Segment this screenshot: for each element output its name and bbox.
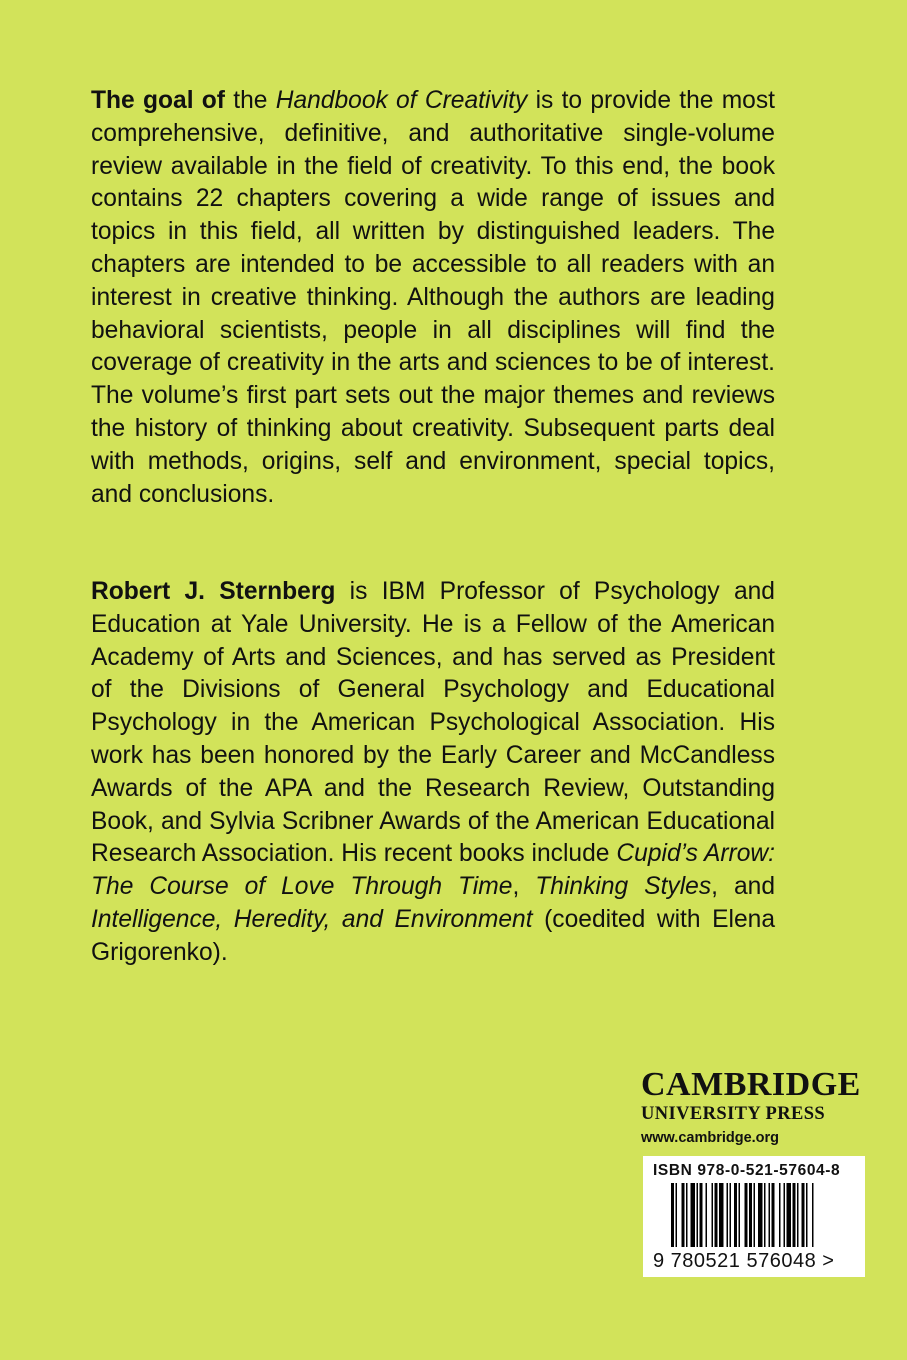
barcode-bar (779, 1183, 781, 1247)
barcode-bar (712, 1183, 714, 1247)
book-title-2: Thinking Styles (535, 873, 712, 901)
bio-text: is IBM Professor of Psychology and Education at Yale University. He is a Fellow of the American Academy of Arts and Sciences, and has served as President of the Divisions of General Psychology and Educational Psychology in the American Psychological Association. His work has been honored by the Early Career and McCandless Awards of the APA and the Research Review, Outstanding Book, and Sylvia Scribner Awards of the American Educational Research Association. His recent books include (91, 578, 775, 868)
isbn-barcode-box (643, 1156, 865, 1277)
barcode-bar (734, 1183, 737, 1247)
barcode-bar (802, 1183, 805, 1247)
barcode-bar (793, 1183, 796, 1247)
publisher-subtitle: UNIVERSITY PRESS (641, 1104, 826, 1124)
barcode-bar (797, 1183, 799, 1247)
book-title-3: Intelligence, Heredity, and Environment (91, 905, 533, 933)
bio-separator: , and (711, 873, 776, 901)
barcode-bar (727, 1183, 729, 1247)
author-bio-paragraph (91, 576, 775, 970)
barcode-bar (686, 1183, 688, 1247)
barcode-bar (764, 1183, 766, 1247)
barcode-bar (806, 1183, 808, 1247)
book-title-1: Cupid’s Arrow: The Course of Love Through Time (91, 840, 775, 901)
barcode-bar (730, 1183, 732, 1247)
author-name: Robert J. Sternberg (91, 578, 336, 605)
barcode-bar (719, 1183, 724, 1247)
bio-separator: , (512, 873, 536, 901)
barcode-digits: 9 780521 576048 > (653, 1250, 835, 1272)
barcode-bar (769, 1183, 771, 1247)
barcode-bar (676, 1183, 678, 1247)
barcode-bar (812, 1183, 814, 1247)
barcode-bar (784, 1183, 786, 1247)
barcode-bar (754, 1183, 756, 1247)
barcode-bar (682, 1183, 685, 1247)
barcode-bar (749, 1183, 752, 1247)
barcode-bar (758, 1183, 763, 1247)
barcode-bar (715, 1183, 718, 1247)
barcode-bar (671, 1183, 674, 1247)
barcode-bar (697, 1183, 699, 1247)
blurb-text: the (225, 87, 276, 114)
isbn-label: ISBN 978-0-521-57604-8 (653, 1162, 841, 1179)
blurb-text: is to provide the most comprehensive, definitive, and authoritative single-volume review available in the field of creativity. To this end, the book contains 22 chapters covering a wide range of issues and topics in this field, all written by distinguished leaders. The chapters are intended to be accessible to all readers with an interest in creative thinking. Although the authors are leading behavioral scientists, people in all disciplines will find the coverage of creativity in the arts and sciences to be of interest. The volume’s first part sets out the major themes and reviews the history of thinking about creativity. Subsequent parts deal with methods, origins, self and environment, special topics, and conclusions. (91, 87, 775, 508)
barcode-bar (772, 1183, 775, 1247)
barcode-bar (745, 1183, 748, 1247)
barcode-bar (700, 1183, 703, 1247)
barcode-icon (671, 1183, 851, 1253)
book-title: Handbook of Creativity (275, 87, 528, 114)
description-paragraph (91, 85, 775, 511)
barcode-bar (739, 1183, 741, 1247)
barcode-bar (787, 1183, 792, 1247)
lead-bold-text: The goal of (91, 87, 225, 114)
bio-text: (coedited with Elena Grigorenko). (91, 905, 775, 966)
barcode-bar (706, 1183, 708, 1247)
publisher-url: www.cambridge.org (641, 1130, 780, 1146)
publisher-name: CAMBRIDGE (641, 1066, 861, 1103)
publisher-logo (641, 1067, 871, 1149)
barcode-bar (691, 1183, 696, 1247)
